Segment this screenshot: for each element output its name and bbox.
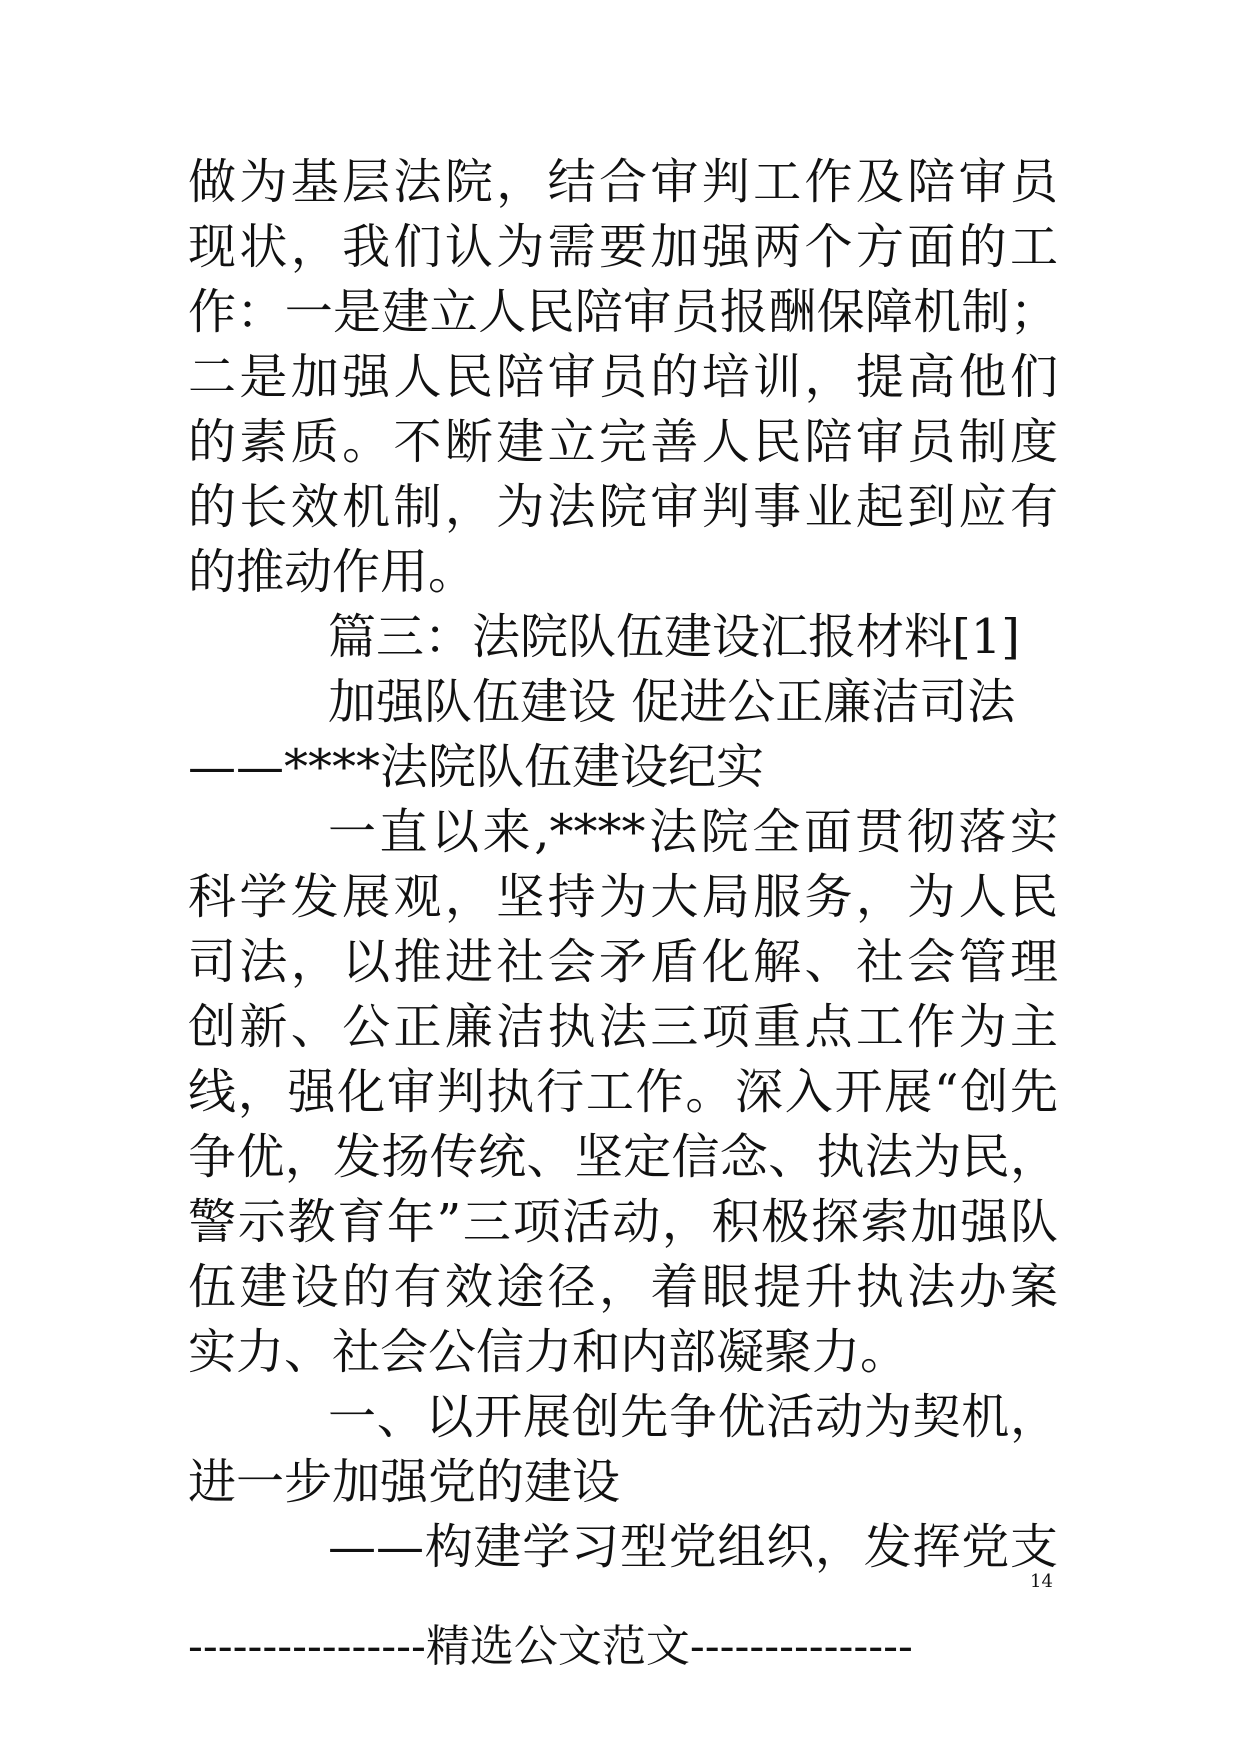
article-subtitle: ——****法院队伍建设纪实 [188,739,765,795]
text-line: ——构建学习型党组织，发挥党支 [328,1519,1058,1575]
section-heading: 篇三：法院队伍建设汇报材料[1] [328,609,1020,665]
text-line: 实力、社会公信力和内部凝聚力。 [188,1324,909,1380]
text-line: 线，强化审判执行工作。深入开展“创先 [188,1064,1058,1120]
text-line: 一、以开展创先争优活动为契机， [328,1389,1058,1445]
text-line: 一直以来,****法院全面贯彻落实 [328,804,1058,860]
body-text [188,150,1058,1580]
text-line: 创新、公正廉洁执法三项重点工作为主 [188,999,1058,1055]
page-footer: ----------------精选公文范文--------------- [188,1621,913,1672]
text-line: 的素质。不断建立完善人民陪审员制度 [188,414,1058,470]
article-title: 加强队伍建设 促进公正廉洁司法 [328,674,1016,730]
text-line: 做为基层法院，结合审判工作及陪审员 [188,154,1058,210]
text-line: 科学发展观，坚持为大局服务，为人民 [188,869,1058,925]
text-line: 的推动作用。 [188,544,477,600]
text-line: 现状，我们认为需要加强两个方面的工 [188,219,1058,275]
text-line: 进一步加强党的建设 [188,1454,621,1510]
text-line: 争优，发扬传统、坚定信念、执法为民， [188,1129,1058,1185]
page-number: 14 [1030,1571,1053,1592]
text-line: 的长效机制，为法院审判事业起到应有 [188,479,1058,535]
text-line: 警示教育年”三项活动，积极探索加强队 [188,1194,1058,1250]
text-line: 作：一是建立人民陪审员报酬保障机制； [188,284,1058,340]
text-line: 伍建设的有效途径，着眼提升执法办案 [188,1259,1058,1315]
text-line: 司法，以推进社会矛盾化解、社会管理 [188,934,1058,990]
text-line: 二是加强人民陪审员的培训，提高他们 [188,349,1058,405]
